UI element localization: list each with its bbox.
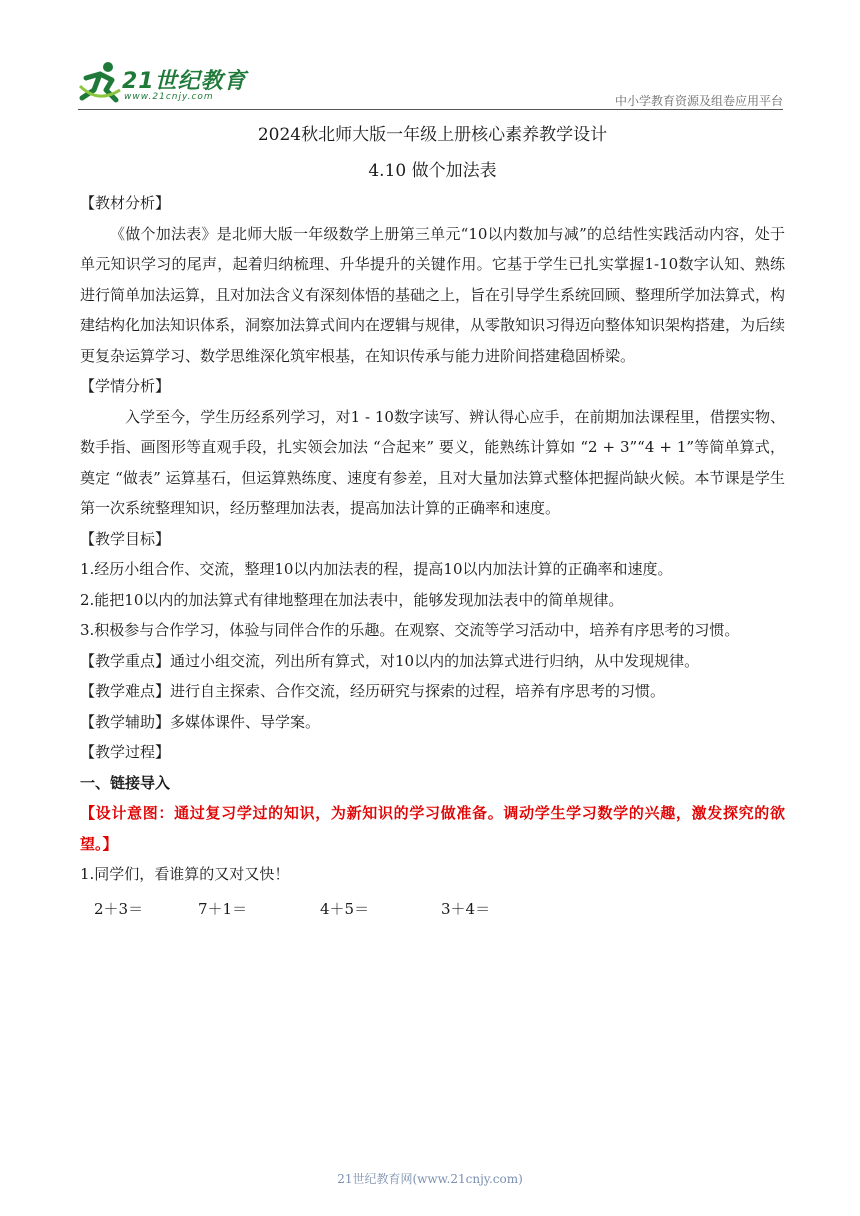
lesson-title: 4.10 做个加法表 — [368, 161, 497, 181]
runner-logo-icon — [78, 60, 122, 106]
heading-teaching-process: 【教学过程】 — [80, 743, 171, 761]
logo — [78, 58, 248, 108]
platform-label: 中小学教育资源及组卷应用平台 — [614, 94, 783, 108]
calc-item: 2＋3＝ — [94, 899, 144, 918]
material-analysis-text: 《做个加法表》是北师大版一年级数学上册第三单元“10以内数加与减”的总结性实践活动内容，处于单元知识学习的尾声，起着归纳梳理、升华提升的关键作用。它基于学生已扎实掌握1-10数字认知、熟练进行简单加法运算，且对加法含义有深刻体悟的基础之上，旨在引导学生系统回顾、整理所学加法算式，构建结构化加法知识体系，洞察加法算式间内在逻辑与规律，从零散知识习得迈向整体知识架构搭建，为后续更复杂运算学习、数学思维深化筑牢根基，在知识传承与能力进阶间搭建稳固桥梁。 — [80, 224, 786, 365]
heading-teaching-goals: 【教学目标】 — [80, 529, 171, 548]
key-point: 【教学重点】通过小组交流，列出所有算式，对10以内的加法算式进行归纳，从中发现规律。 — [80, 651, 700, 670]
goal-item: 1.经历小组合作、交流，整理10以内加法表的程，提高10以内加法计算的正确率和速度。 — [80, 560, 673, 578]
header-divider — [78, 109, 783, 110]
calc-item: 3＋4＝ — [441, 899, 491, 918]
calc-item: 4＋5＝ — [320, 899, 370, 918]
design-intent: 【设计意图：通过复习学过的知识，为新知识的学习做准备。调动学生学习数学的兴趣，激发探究的欲望。】 — [80, 804, 785, 853]
calc-row — [80, 890, 785, 926]
student-analysis-text: 入学至今，学生历经系列学习，对1 - 10数字读写、辨认得心应手，在前期加法课程里，借摆实物、数手指、画图形等直观手段，扎实领会加法 “合起来” 要义，能熟练计算如 “2 + 3”“4 + 1”等简单算式，奠定 “做表” 运算基石，但运算熟练度、速度有参差，且对大量加法算式整体把握尚缺火候。本节课是学生第一次系统整理知识，经历整理加法表，提高加法计算的正确率和速度。 — [80, 407, 785, 517]
calc-item: 7＋1＝ — [198, 899, 248, 918]
teaching-aids: 【教学辅助】多媒体课件、导学案。 — [80, 712, 321, 731]
goal-item: 2.能把10以内的加法算式有律地整理在加法表中，能够发现加法表中的简单规律。 — [80, 590, 624, 609]
page-footer: 21世纪教育网(www.21cnjy.com) — [337, 1172, 523, 1186]
page-header — [78, 58, 783, 110]
heading-student-analysis: 【学情分析】 — [80, 377, 171, 395]
heading-material-analysis: 【教材分析】 — [80, 194, 171, 212]
logo-text: 21世纪教育 — [122, 69, 247, 94]
section-intro-heading: 一、链接导入 — [80, 773, 171, 792]
difficult-point: 【教学难点】进行自主探索、合作交流，经历研究与探索的过程，培养有序思考的习惯。 — [80, 682, 666, 700]
goal-item: 3.积极参与合作学习，体验与同伴合作的乐趣。在观察、交流等学习活动中，培养有序思考的习惯。 — [80, 621, 740, 639]
exercise-prompt: 1.同学们，看谁算的又对又快！ — [80, 865, 290, 883]
document-body — [80, 120, 785, 926]
logo-url: www.21cnjy.com — [124, 92, 214, 102]
document-title: 2024秋北师大版一年级上册核心素养教学设计 — [257, 125, 608, 145]
